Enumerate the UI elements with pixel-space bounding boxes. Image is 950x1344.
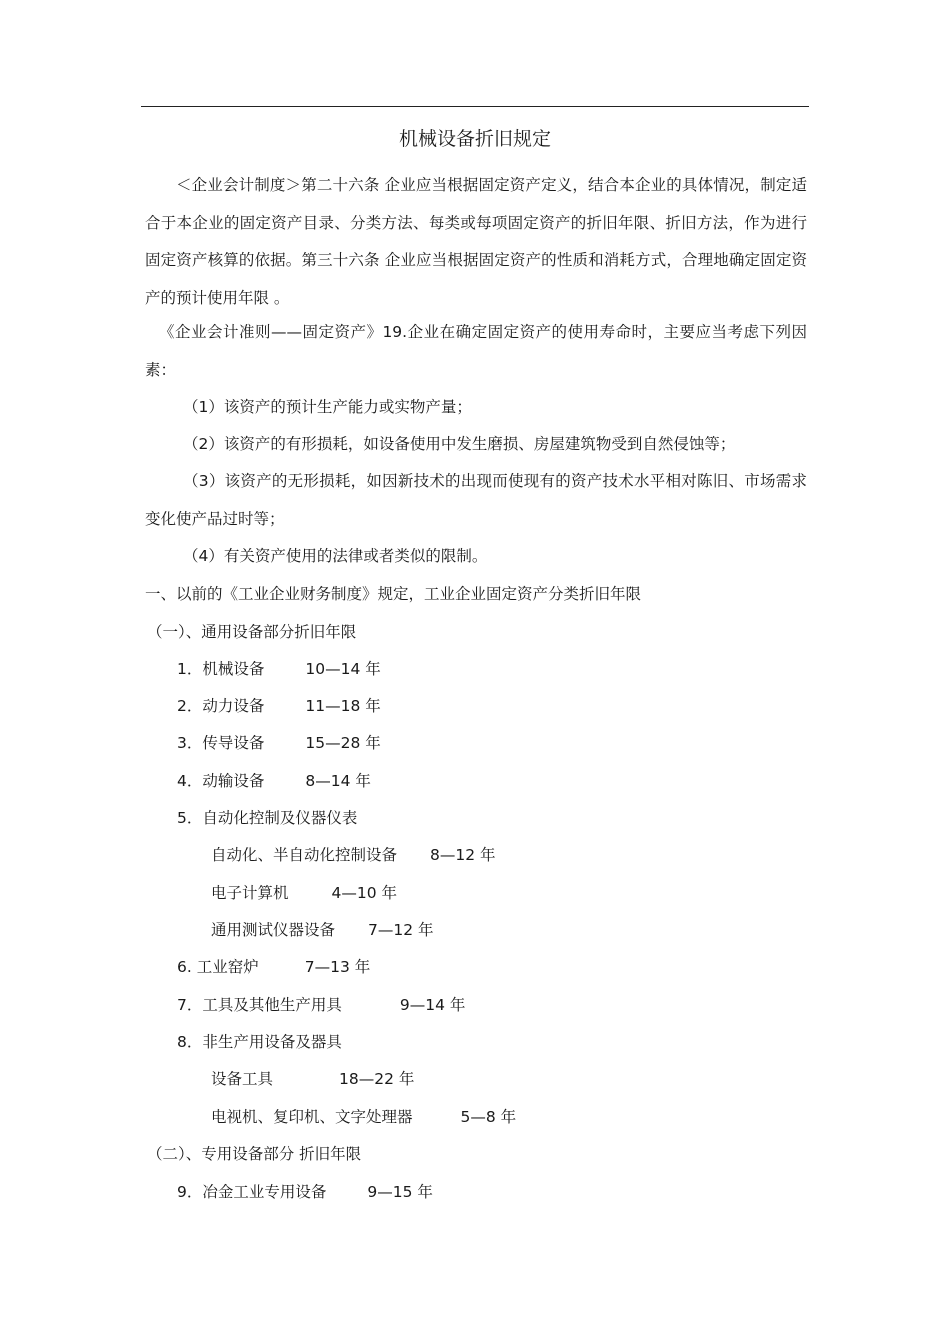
section-heading-1: 一、以前的《工业企业财务制度》规定，工业企业固定资产分类折旧年限 — [145, 585, 642, 603]
item-years: 15—28 年 — [305, 734, 381, 752]
item-label: 4．动输设备 — [177, 772, 265, 790]
subsection-heading-general: （一）、通用设备部分折旧年限 — [147, 623, 357, 641]
item-years: 4—10 年 — [331, 884, 398, 902]
item-label: 电视机、复印机、文字处理器 — [211, 1108, 413, 1126]
list-item — [177, 1030, 342, 1054]
list-item — [211, 1067, 414, 1091]
item-label: 5．自动化控制及仪器仪表 — [177, 809, 358, 827]
item-label: 3．传导设备 — [177, 734, 265, 752]
item-years: 11—18 年 — [305, 697, 381, 715]
list-item — [211, 843, 496, 867]
factor-2: （2）该资产的有形损耗，如设备使用中发生磨损、房屋建筑物受到自然侵蚀等； — [183, 435, 736, 453]
item-label: 7．工具及其他生产用具 — [177, 996, 342, 1014]
item-years: 10—14 年 — [305, 660, 381, 678]
item-years: 9—14 年 — [399, 996, 466, 1014]
item-label: 电子计算机 — [211, 884, 289, 902]
item-years: 9—15 年 — [367, 1183, 433, 1201]
item-label: 自动化、半自动化控制设备 — [211, 846, 398, 864]
item-years: 8—14 年 — [305, 772, 371, 790]
subsection-heading-special: （二）、专用设备部分 折旧年限 — [147, 1145, 362, 1163]
item-years: 18—22 年 — [339, 1070, 415, 1088]
document-title: 机械设备折旧规定 — [398, 128, 551, 150]
item-years: 5—8 年 — [460, 1108, 517, 1126]
list-item — [211, 918, 434, 942]
item-label: 2．动力设备 — [177, 697, 265, 715]
list-item — [211, 1105, 516, 1129]
list-item — [177, 694, 381, 718]
item-years: 7—12 年 — [368, 921, 434, 939]
item-label: 9．冶金工业专用设备 — [177, 1183, 327, 1201]
factor-4: （4）有关资产使用的法律或者类似的限制。 — [183, 547, 488, 565]
list-item — [177, 955, 370, 979]
item-label: 6. 工业窑炉 — [177, 958, 259, 976]
factor-3: （3）该资产的无形损耗，如因新技术的出现而使现有的资产技术水平相对陈旧、市场需求变化使产品过时等； — [145, 472, 807, 528]
paragraph-accounting-standard: 《企业会计准则——固定资产》19.企业在确定固定资产的使用寿命时，主要应当考虑下列因素： — [145, 323, 807, 379]
item-years: 8—12 年 — [430, 846, 496, 864]
item-label: 8．非生产用设备及器具 — [177, 1033, 342, 1051]
list-item — [177, 806, 357, 830]
item-label: 1．机械设备 — [177, 660, 265, 678]
item-years: 7—13 年 — [304, 958, 371, 976]
list-item — [177, 731, 381, 755]
item-label: 通用测试仪器设备 — [211, 921, 336, 939]
factor-1: （1）该资产的预计生产能力或实物产量； — [183, 398, 472, 416]
list-item — [177, 993, 465, 1017]
list-item — [177, 769, 371, 793]
list-item — [211, 881, 397, 905]
list-item — [177, 657, 381, 681]
list-item — [177, 1180, 433, 1204]
paragraph-accounting-system: ＜企业会计制度＞第二十六条 企业应当根据固定资产定义，结合本企业的具体情况，制定适合于本企业的固定资产目录、分类方法、每类或每项固定资产的折旧年限、折旧方法，作为进行固定资产核算的依据。第三十六条 企业应当根据固定资产的性质和消耗方式，合理地确定固定资产的预计使用年限 。 — [145, 176, 807, 307]
item-label: 设备工具 — [211, 1070, 274, 1088]
header-rule — [141, 106, 809, 107]
